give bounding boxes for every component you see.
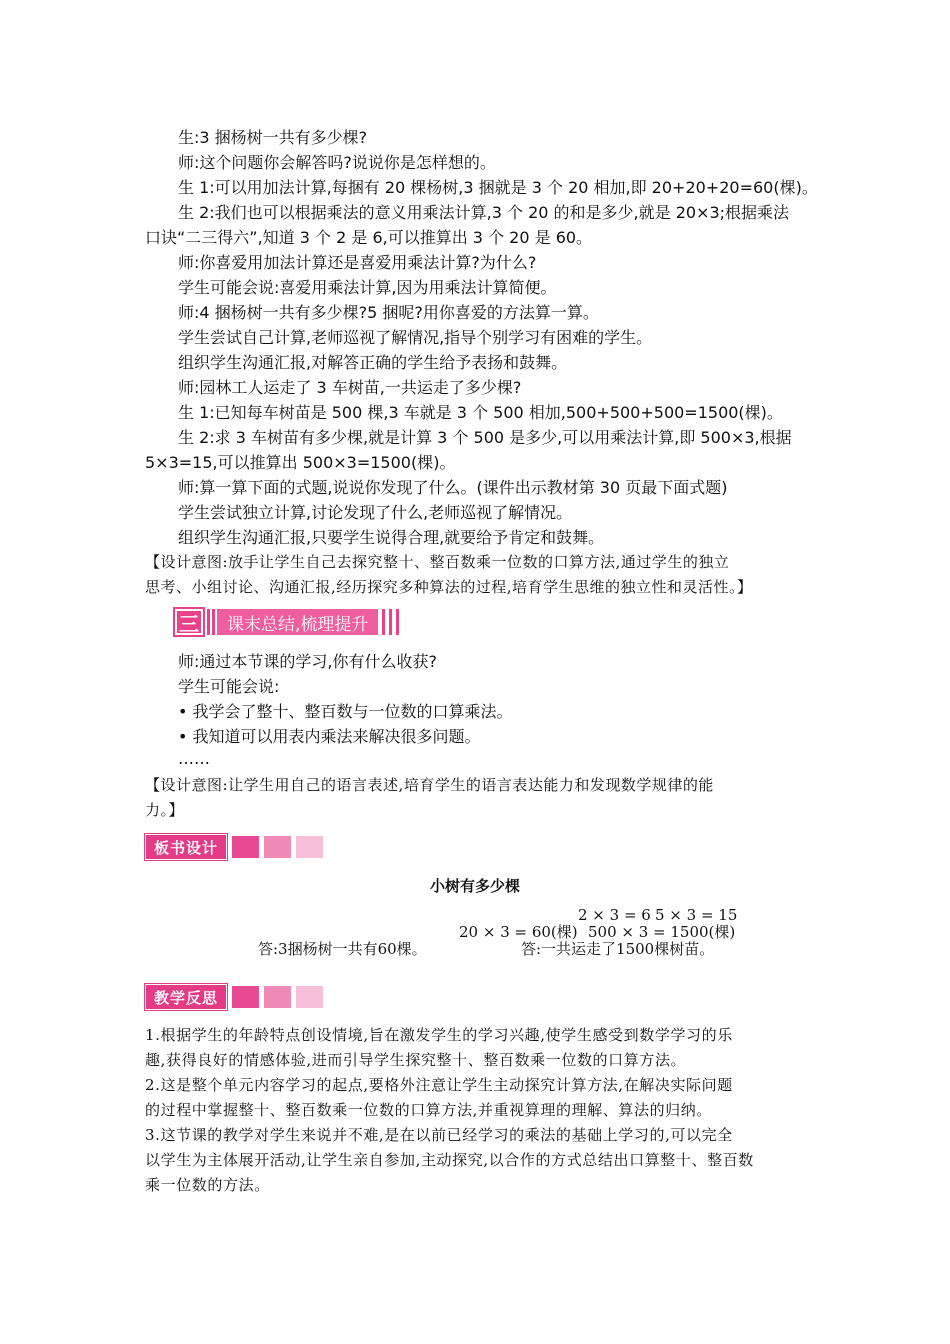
reflection-line: 趣,获得良好的情感体验,进而引导学生探究整十、整百数乘一位数的口算方法。 — [145, 1051, 687, 1069]
dialogue-line: 生 2:我们也可以根据乘法的意义用乘法计算,3 个 20 的和是多少,就是 20×3;根据乘法 — [178, 203, 790, 222]
dialogue-line: 口诀“二三得六”,知道 3 个 2 是 6,可以推算出 3 个 20 是 60。 — [145, 228, 593, 247]
reflection-line: 1.根据学生的年龄特点创设情境,旨在激发学生的学习兴趣,使学生感受到数学学习的乐 — [145, 1026, 733, 1044]
board-title: 小树有多少棵 — [429, 877, 520, 895]
board-answer: 答:3捆杨树一共有60棵。 — [258, 940, 427, 958]
summary-bullet: • 我知道可以用表内乘法来解决很多问题。 — [178, 727, 481, 746]
dialogue-line: 师:这个问题你会解答吗?说说你是怎样想的。 — [178, 153, 496, 172]
decor-square — [232, 986, 259, 1008]
dialogue-line: 组织学生沟通汇报,只要学生说得合理,就要给予肯定和鼓舞。 — [178, 528, 605, 547]
board-equation: 20 × 3 = 60(棵) — [459, 923, 578, 941]
dialogue-line: 生 1:已知每车树苗是 500 棵,3 车就是 3 个 500 相加,500+500+500=1500(棵)。 — [178, 403, 783, 422]
reflection-line: 3.这节课的教学对学生来说并不难,是在以前已经学习的乘法的基础上学习的,可以完全 — [145, 1126, 733, 1144]
dialogue-line: 师:4 捆杨树一共有多少棵?5 捆呢?用你喜爱的方法算一算。 — [178, 303, 599, 322]
decor-square — [264, 836, 291, 858]
design-intent-line: 【设计意图:让学生用自己的语言表述,培育学生的语言表达能力和发现数学规律的能 — [145, 776, 714, 794]
board-design-header — [145, 834, 323, 860]
section-decoration — [207, 609, 217, 635]
reflection-label: 教学反思 — [145, 984, 227, 1010]
section-decoration — [378, 609, 399, 635]
design-intent-line: 思考、小组讨论、沟通汇报,经历探究多种算法的过程,培育学生思维的独立性和灵活性。】 — [145, 578, 753, 596]
reflection-line: 2.这是整个单元内容学习的起点,要格外注意让学生主动探究计算方法,在解决实际问题 — [145, 1076, 733, 1094]
section-number: 三 — [175, 609, 203, 635]
reflection-header — [145, 984, 323, 1010]
summary-line: 学生可能会说: — [178, 677, 280, 696]
dialogue-line: 学生可能会说:喜爱用乘法计算,因为用乘法计算简便。 — [178, 278, 557, 297]
dialogue-line: 学生尝试独立计算,讨论发现了什么,老师巡视了解情况。 — [178, 503, 573, 522]
board-design-label: 板书设计 — [145, 834, 227, 860]
decor-square — [232, 836, 259, 858]
reflection-line: 的过程中掌握整十、整百数乘一位数的口算方法,并重视算理的理解、算法的归纳。 — [145, 1101, 712, 1119]
section-header — [175, 609, 399, 635]
summary-bullet: • 我学会了整十、整百数与一位数的口算乘法。 — [178, 702, 513, 721]
board-equation: 2 × 3 = 6 — [578, 906, 651, 924]
board-answer: 答:一共运走了1500棵树苗。 — [521, 940, 715, 958]
dialogue-line: 师:你喜爱用加法计算还是喜爱用乘法计算?为什么? — [178, 253, 537, 272]
summary-ellipsis: …… — [178, 749, 210, 768]
dialogue-line: 生 2:求 3 车树苗有多少棵,就是计算 3 个 500 是多少,可以用乘法计算,即 500×3,根据 — [178, 428, 792, 447]
dialogue-line: 组织学生沟通汇报,对解答正确的学生给予表扬和鼓舞。 — [178, 353, 568, 372]
dialogue-line: 师:算一算下面的式题,说说你发现了什么。(课件出示教材第 30 页最下面式题) — [178, 478, 728, 497]
design-intent-line: 【设计意图:放手让学生自己去探究整十、整百数乘一位数的口算方法,通过学生的独立 — [145, 553, 730, 571]
dialogue-line: 师:园林工人运走了 3 车树苗,一共运走了多少棵? — [178, 378, 522, 397]
dialogue-line: 生:3 捆杨树一共有多少棵? — [178, 128, 368, 147]
board-equation: 500 × 3 = 1500(棵) — [588, 923, 736, 941]
board-equation: 5 × 3 = 15 — [655, 906, 738, 924]
dialogue-line: 学生尝试自己计算,老师巡视了解情况,指导个别学习有困难的学生。 — [178, 328, 653, 347]
dialogue-line: 生 1:可以用加法计算,每捆有 20 棵杨树,3 捆就是 3 个 20 相加,即 20+20+20=60(棵)。 — [178, 178, 818, 197]
dialogue-line: 5×3=15,可以推算出 500×3=1500(棵)。 — [145, 453, 456, 472]
section-title: 课末总结,梳理提升 — [217, 609, 378, 635]
decor-square — [264, 986, 291, 1008]
reflection-line: 以学生为主体展开活动,让学生亲自参加,主动探究,以合作的方式总结出口算整十、整百数 — [145, 1151, 754, 1169]
decor-square — [296, 986, 323, 1008]
reflection-line: 乘一位数的方法。 — [145, 1176, 270, 1194]
design-intent-line: 力。】 — [145, 801, 185, 819]
decor-square — [296, 836, 323, 858]
summary-line: 师:通过本节课的学习,你有什么收获? — [178, 652, 437, 671]
